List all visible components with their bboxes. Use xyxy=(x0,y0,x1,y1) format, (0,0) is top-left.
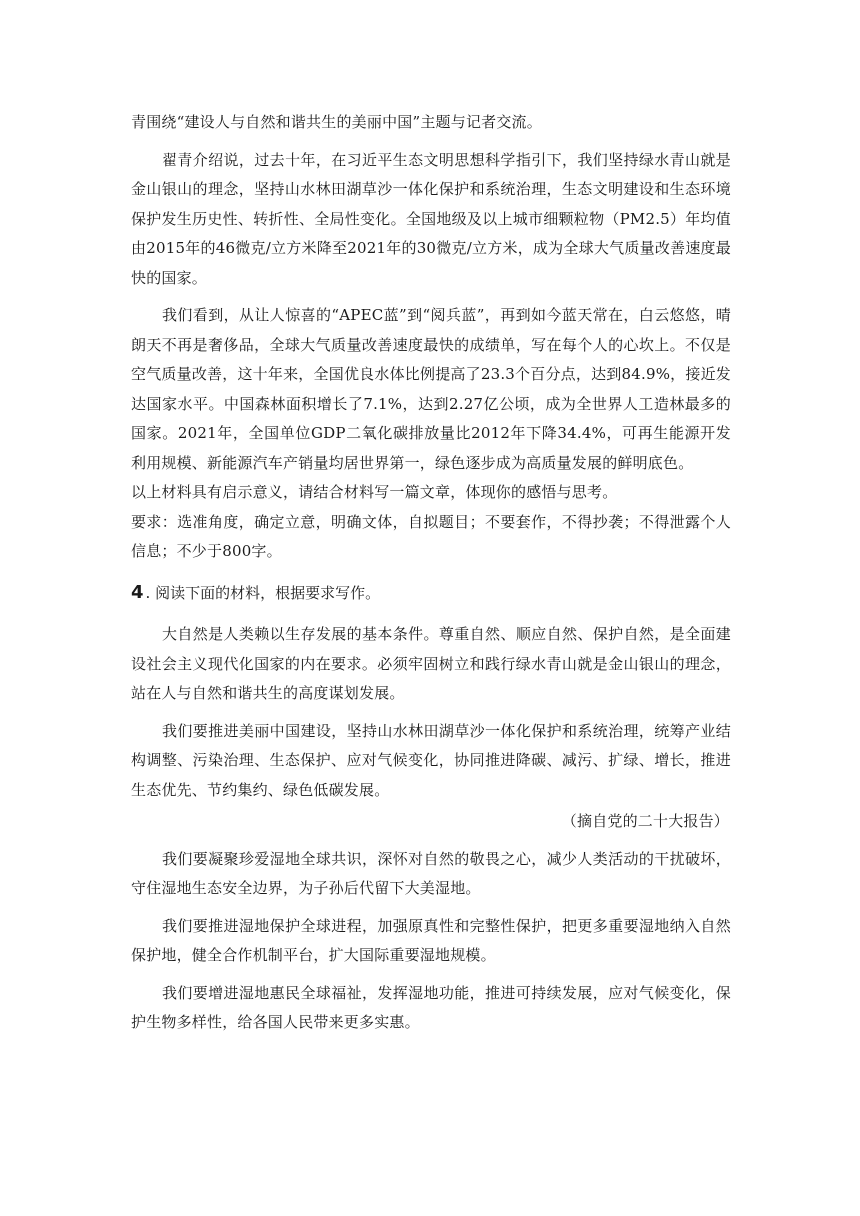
question-4-heading xyxy=(131,579,731,609)
continued-paragraph: 青围绕“建设人与自然和谐共生的美丽中国”主题与记者交流。 xyxy=(131,113,542,131)
material-paragraph: 翟青介绍说，过去十年，在习近平生态文明思想科学指引下，我们坚持绿水青山就是金山银山的理念，坚持山水林田湖草沙一体化保护和系统治理，生态文明建设和生态环境保护发生历史性、转折性、全局性变化。全国地级及以上城市细颗粒物（PM2.5）年均值由2015年的46微克/立方米降至2021年的30微克/立方米，成为全球大气质量改善速度最快的国家。 xyxy=(131,150,731,287)
material-paragraph: 我们要增进湿地惠民全球福祉，发挥湿地功能，推进可持续发展，应对气候变化，保护生物多样性，给各国人民带来更多实惠。 xyxy=(131,983,731,1031)
document-body xyxy=(131,108,731,1038)
source-citation: （摘自党的二十大报告） xyxy=(561,812,729,830)
question-number: 4 xyxy=(131,581,144,603)
material-paragraph: 我们要推进湿地保护全球进程，加强原真性和完整性保护，把更多重要湿地纳入自然保护地，健全合作机制平台，扩大国际重要湿地规模。 xyxy=(131,916,731,964)
writing-instruction: 以上材料具有启示意义，请结合材料写一篇文章，体现你的感悟与思考。 xyxy=(131,483,618,501)
material-paragraph: 我们要凝聚珍爱湿地全球共识，深怀对自然的敬畏之心，减少人类活动的干扰破坏，守住湿地生态安全边界，为子孙后代留下大美湿地。 xyxy=(131,849,731,897)
material-paragraph: 我们要推进美丽中国建设，坚持山水林田湖草沙一体化保护和系统治理，统筹产业结构调整、污染治理、生态保护、应对气候变化，协同推进降碳、减污、扩绿、增长，推进生态优先、节约集约、绿色低碳发展。 xyxy=(131,721,731,799)
question-prompt: . 阅读下面的材料，根据要求写作。 xyxy=(145,583,381,602)
material-paragraph: 我们看到，从让人惊喜的“APEC蓝”到“阅兵蓝”，再到如今蓝天常在，白云悠悠，晴朗天不再是奢侈品，全球大气质量改善速度最快的成绩单，写在每个人的心坎上。不仅是空气质量改善，这十年来，全国优良水体比例提高了23.3个百分点，达到84.9%，接近发达国家水平。中国森林面积增长了7.1%，达到2.27亿公顷，成为全世界人工造林最多的国家。2021年，全国单位GDP二氧化碳排放量比2012年下降34.4%，可再生能源开发利用规模、新能源汽车产销量均居世界第一，绿色逐步成为高质量发展的鲜明底色。 xyxy=(131,306,731,472)
writing-requirements: 要求：选准角度，确定立意，明确文体，自拟题目；不要套作，不得抄袭；不得泄露个人信息；不少于800字。 xyxy=(131,512,731,560)
material-paragraph: 大自然是人类赖以生存发展的基本条件。尊重自然、顺应自然、保护自然，是全面建设社会主义现代化国家的内在要求。必须牢固树立和践行绿水青山就是金山银山的理念，站在人与自然和谐共生的高度谋划发展。 xyxy=(131,625,731,702)
